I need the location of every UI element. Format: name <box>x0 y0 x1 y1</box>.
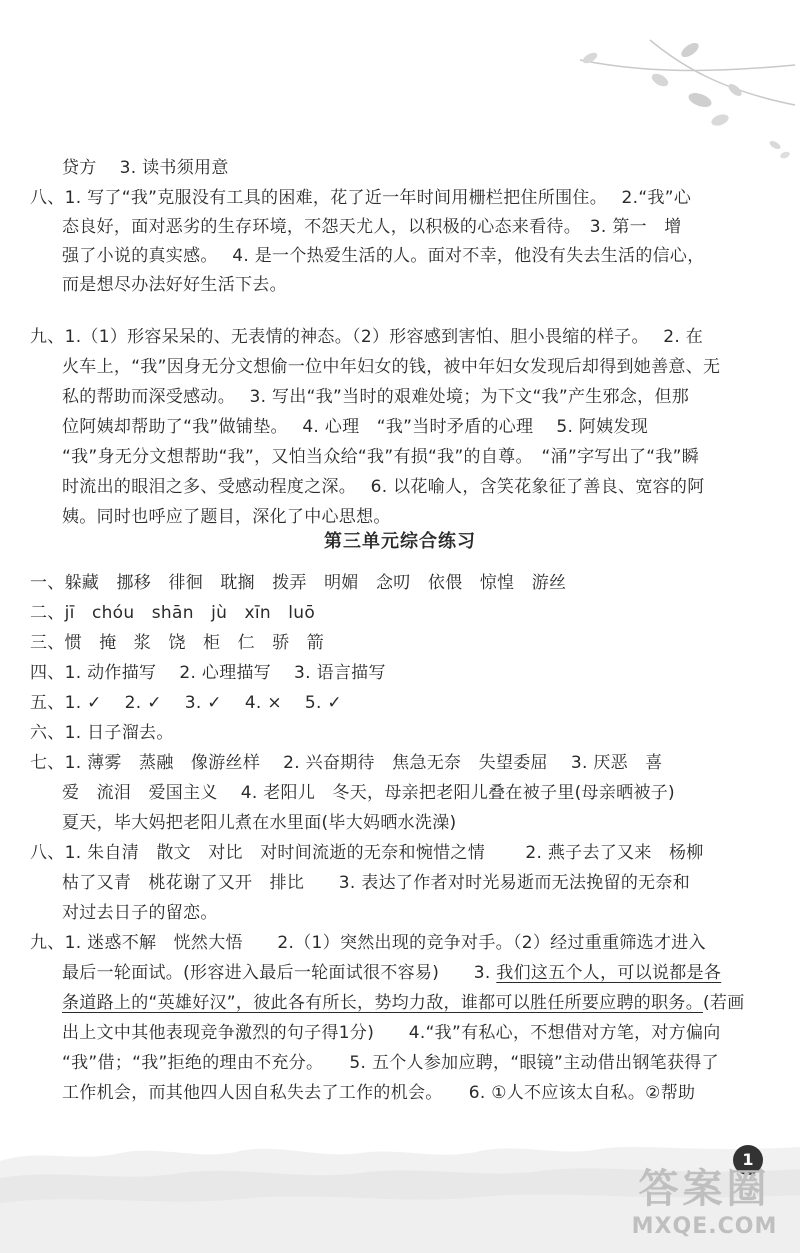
text-segment: (若画 <box>703 993 745 1013</box>
text-line: 贷方 3. 读书须用意 <box>62 158 229 178</box>
text-line: 九、1.（1）形容呆呆的、无表情的神态。（2）形容感到害怕、胆小畏缩的样子。 2. 在 <box>30 327 704 347</box>
text-line: 私的帮助而深受感动。 3. 写出“我”当时的艰难处境；为下文“我”产生邪念，但那 <box>62 387 690 407</box>
text-line: 枯了又青 桃花谢了又开 排比 3. 表达了作者对时光易逝而无法挽留的无奈和 <box>62 873 691 893</box>
text-line: 六、1. 日子溜去。 <box>30 723 174 743</box>
text-line: 工作机会，而其他四人因自私失去了工作的机会。 6. ①人不应该太自私。②帮助 <box>62 1083 696 1103</box>
text-line: 强了小说的真实感。 4. 是一个热爱生活的人。面对不幸，他没有失去生活的信心， <box>62 246 705 266</box>
page-number: 1 <box>733 1145 763 1175</box>
text-line: 而是想尽办法好好生活下去。 <box>62 275 287 295</box>
text-line: “我”身无分文想帮助“我”，又怕当众给“我”有损“我”的自尊。 “涌”字写出了“我”瞬 <box>62 447 700 467</box>
text-line: 一、躲藏 挪移 徘徊 耽搁 拨弄 明媚 念叨 依偎 惊惶 游丝 <box>30 573 567 593</box>
text-line: 九、1. 迷惑不解 恍然大悟 2.（1）突然出现的竞争对手。（2）经过重重筛选才进入 <box>30 933 706 953</box>
text-line: “我”借；“我”拒绝的理由不充分。 5. 五个人参加应聘，“眼镜”主动借出钢笔获得了 <box>62 1053 719 1073</box>
underlined-answer: 我们这五个人，可以说都是各 <box>496 963 722 983</box>
watermark-url: MXQE.COM <box>631 1214 778 1239</box>
underlined-answer: 条道路上的“英雄好汉”，彼此各有所长，势均力敌，谁都可以胜任所要应聘的职务。 <box>62 993 704 1013</box>
text-line: 爱 流泪 爱国主义 4. 老阳儿 冬天，母亲把老阳儿叠在被子里(母亲晒被子) <box>62 783 675 803</box>
watermark-text: 答案圈 <box>638 1166 771 1212</box>
text-line: 五、1. ✓ 2. ✓ 3. ✓ 4. × 5. ✓ <box>30 693 342 713</box>
text-line: 夏天，毕大妈把老阳儿煮在水里面(毕大妈晒水洗澡) <box>62 813 457 833</box>
text-line: 火车上，“我”因身无分文想偷一位中年妇女的钱，被中年妇女发现后却得到她善意、无 <box>62 357 721 377</box>
text-line: 姨。同时也呼应了题目，深化了中心思想。 <box>62 507 391 527</box>
unit-title: 第三单元综合练习 <box>324 531 476 552</box>
text-line: 态良好，面对恶劣的生存环境，不怨天尤人，以积极的心态来看待。 3. 第一 增 <box>62 217 682 237</box>
text-line: 三、惯 掩 浆 饶 柜 仁 骄 箭 <box>30 633 325 653</box>
text-line: 八、1. 朱自清 散文 对比 对时间流逝的无奈和惋惜之情 2. 燕子去了又来 杨柳 <box>30 843 704 863</box>
text-line: 八、1. 写了“我”克服没有工具的困难，花了近一年时间用栅栏把住所围住。 2.“我”心 <box>30 188 692 208</box>
text-segment: 最后一轮面试。(形容进入最后一轮面试很不容易) 3. <box>62 963 497 983</box>
watermark-logo <box>612 1165 797 1245</box>
text-line: 出上文中其他表现竞争激烈的句子得1分) 4.“我”有私心，不想借对方笔，对方偏向 <box>62 1023 721 1043</box>
text-line: 四、1. 动作描写 2. 心理描写 3. 语言描写 <box>30 663 386 683</box>
text-line: 七、1. 薄雾 蒸融 像游丝样 2. 兴奋期待 焦急无奈 失望委屈 3. 厌恶 喜 <box>30 753 663 773</box>
text-line: 二、jī chóu shān jù xīn luō <box>30 603 316 623</box>
text-line: 对过去日子的留恋。 <box>62 903 218 923</box>
text-line: 时流出的眼泪之多、受感动程度之深。 6. 以花喻人，含笑花象征了善良、宽容的阿 <box>62 477 705 497</box>
text-line: 位阿姨却帮助了“我”做铺垫。 4. 心理 “我”当时矛盾的心理 5. 阿姨发现 <box>62 417 649 437</box>
text-line <box>62 992 745 1014</box>
leaf-branch-decoration <box>570 30 800 170</box>
text-line <box>62 962 721 984</box>
